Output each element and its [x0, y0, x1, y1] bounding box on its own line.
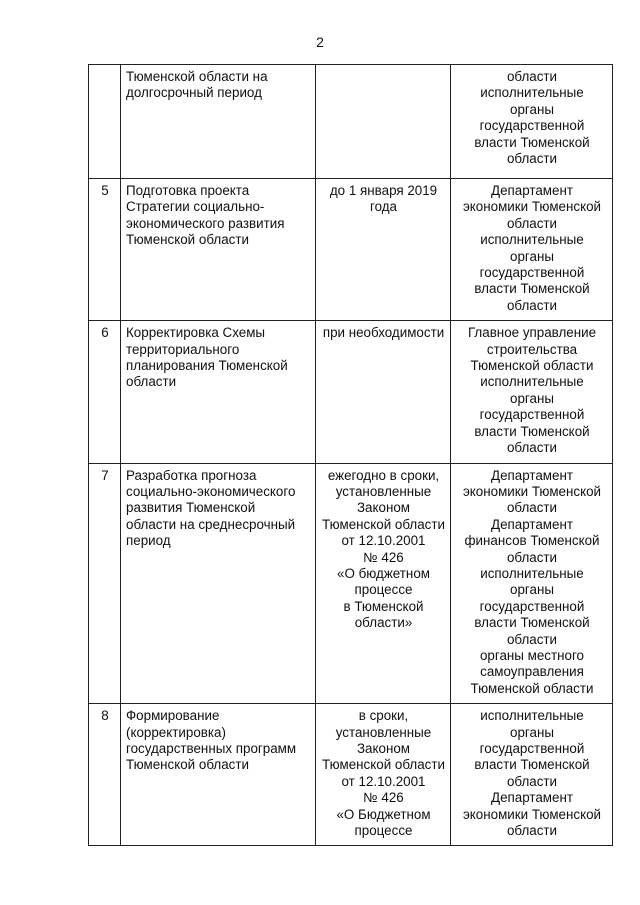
- task-cell-line: области на среднесрочный: [126, 516, 296, 532]
- responsible-cell-line: области: [506, 297, 558, 313]
- task-cell: [121, 179, 316, 321]
- term-cell-line: «О бюджетном: [337, 565, 430, 581]
- responsible-cell-line: области: [506, 631, 558, 647]
- responsible-cell-line: государственной: [479, 118, 585, 134]
- term-cell-line: года: [369, 199, 397, 215]
- responsible-cell-line: государственной: [479, 598, 585, 614]
- term-cell-line: Тюменской области: [322, 757, 445, 773]
- responsible-cell-line: Департамент: [491, 467, 573, 483]
- term-cell-line: Законом: [356, 741, 411, 756]
- term-cell: [316, 463, 451, 704]
- row-number: 6: [89, 321, 121, 463]
- task-cell-line: государственных программ: [126, 741, 297, 756]
- term-cell: [316, 321, 451, 463]
- responsible-cell-line: власти Тюменской: [474, 281, 590, 297]
- responsible-cell-line: экономики Тюменской: [462, 483, 602, 499]
- task-cell-line: социально-экономического: [126, 483, 296, 499]
- task-cell-line: Подготовка проекта: [126, 183, 250, 198]
- task-cell: [121, 65, 316, 179]
- term-cell-line: процессе: [354, 582, 413, 598]
- responsible-cell: [451, 179, 613, 321]
- term-cell-line: установленные: [335, 483, 432, 499]
- responsible-cell: [451, 704, 613, 846]
- responsible-cell-line: государственной: [479, 265, 585, 281]
- responsible-cell-line: области: [506, 500, 558, 516]
- responsible-cell-line: органы местного: [479, 647, 585, 663]
- responsible-cell-line: органы: [510, 724, 554, 740]
- responsible-cell-line: власти Тюменской: [474, 423, 590, 439]
- task-cell-line: области: [126, 374, 177, 390]
- responsible-cell: [451, 463, 613, 704]
- term-cell-line: в сроки,: [358, 708, 409, 724]
- task-cell-line: Формирование: [126, 708, 220, 724]
- term-cell-line: в Тюменской: [343, 598, 424, 614]
- responsible-cell-line: области: [506, 773, 558, 789]
- task-cell-line: Тюменской области: [126, 757, 249, 773]
- term-cell-line: № 426: [363, 790, 404, 806]
- responsible-cell-line: государственной: [479, 741, 585, 756]
- term-cell-line: установленные: [335, 724, 432, 740]
- task-cell-line: Корректировка Схемы: [126, 325, 266, 341]
- responsible-cell-line: области: [506, 440, 558, 456]
- responsible-cell-line: Главное управление: [467, 325, 597, 341]
- responsible-cell-line: области: [506, 549, 558, 565]
- term-cell-line: № 426: [363, 549, 404, 565]
- term-cell-line: до 1 января 2019: [329, 183, 438, 198]
- responsible-cell-line: экономики Тюменской: [462, 806, 602, 822]
- task-cell-line: Тюменской области: [126, 232, 249, 248]
- responsible-cell-line: области: [506, 151, 558, 167]
- responsible-cell-line: исполнительные: [480, 374, 584, 390]
- plan-table-body: [89, 65, 613, 846]
- page-number: 2: [316, 34, 324, 50]
- responsible-cell-line: органы: [510, 582, 554, 598]
- table-row: [89, 65, 613, 179]
- task-cell: [121, 704, 316, 846]
- responsible-cell-line: власти Тюменской: [474, 757, 590, 773]
- table-row: [89, 463, 613, 704]
- table-row: [89, 179, 613, 321]
- task-cell-line: Разработка прогноза: [126, 467, 257, 483]
- row-number: 5: [89, 179, 121, 321]
- task-cell-line: Стратегии социально-: [126, 199, 265, 215]
- responsible-cell-line: власти Тюменской: [474, 615, 590, 631]
- task-cell: [121, 321, 316, 463]
- responsible-cell: [451, 65, 613, 179]
- term-cell-line: Тюменской области: [322, 516, 445, 532]
- term-cell-line: от 12.10.2001: [341, 773, 426, 789]
- responsible-cell-line: власти Тюменской: [474, 134, 590, 150]
- term-cell: [316, 179, 451, 321]
- task-cell-line: территориального: [126, 341, 240, 357]
- responsible-cell-line: Департамент: [491, 516, 573, 532]
- responsible-cell-line: исполнительные: [480, 85, 584, 101]
- responsible-cell-line: Тюменской области: [470, 358, 594, 374]
- term-cell-line: ежегодно в сроки,: [327, 467, 440, 483]
- row-number: 8: [89, 704, 121, 846]
- responsible-cell-line: экономики Тюменской: [462, 199, 602, 215]
- term-cell-line: при необходимости: [322, 325, 445, 341]
- task-cell-line: период: [126, 533, 171, 549]
- responsible-cell-line: области: [506, 823, 558, 839]
- responsible-cell-line: органы: [510, 248, 554, 264]
- table-row: [89, 321, 613, 463]
- responsible-cell-line: исполнительные: [480, 565, 584, 581]
- task-cell: [121, 463, 316, 704]
- responsible-cell-line: области: [506, 215, 558, 231]
- term-cell-line: от 12.10.2001: [341, 533, 426, 549]
- task-cell-line: развития Тюменской: [126, 500, 256, 516]
- table-row: [89, 704, 613, 846]
- row-number: [89, 65, 121, 179]
- responsible-cell-line: Департамент: [491, 790, 573, 806]
- responsible-cell-line: Тюменской области: [470, 680, 594, 696]
- responsible-cell-line: органы: [510, 390, 554, 406]
- plan-table: [88, 64, 613, 846]
- responsible-cell-line: строительства: [486, 341, 578, 357]
- responsible-cell-line: исполнительные: [480, 232, 584, 248]
- term-cell: [316, 704, 451, 846]
- task-cell-line: планирования Тюменской: [126, 358, 288, 374]
- task-cell-line: долгосрочный период: [126, 85, 262, 101]
- term-cell-line: области»: [354, 615, 413, 631]
- responsible-cell: [451, 321, 613, 463]
- responsible-cell-line: государственной: [479, 407, 585, 423]
- responsible-cell-line: самоуправления: [480, 664, 584, 680]
- responsible-cell-line: исполнительные: [480, 708, 584, 724]
- term-cell: [316, 65, 451, 179]
- responsible-cell-line: органы: [510, 101, 554, 117]
- term-cell-line: «О Бюджетном: [336, 806, 431, 822]
- row-number: 7: [89, 463, 121, 704]
- responsible-cell-line: Департамент: [491, 183, 573, 198]
- term-cell-line: Законом: [356, 500, 411, 516]
- term-cell-line: процессе: [354, 823, 413, 839]
- responsible-cell-line: области: [506, 69, 558, 84]
- task-cell-line: экономического развития: [126, 215, 285, 231]
- task-cell-line: (корректировка): [126, 724, 226, 740]
- task-cell-line: Тюменской области на: [126, 69, 268, 84]
- responsible-cell-line: финансов Тюменской: [464, 533, 600, 549]
